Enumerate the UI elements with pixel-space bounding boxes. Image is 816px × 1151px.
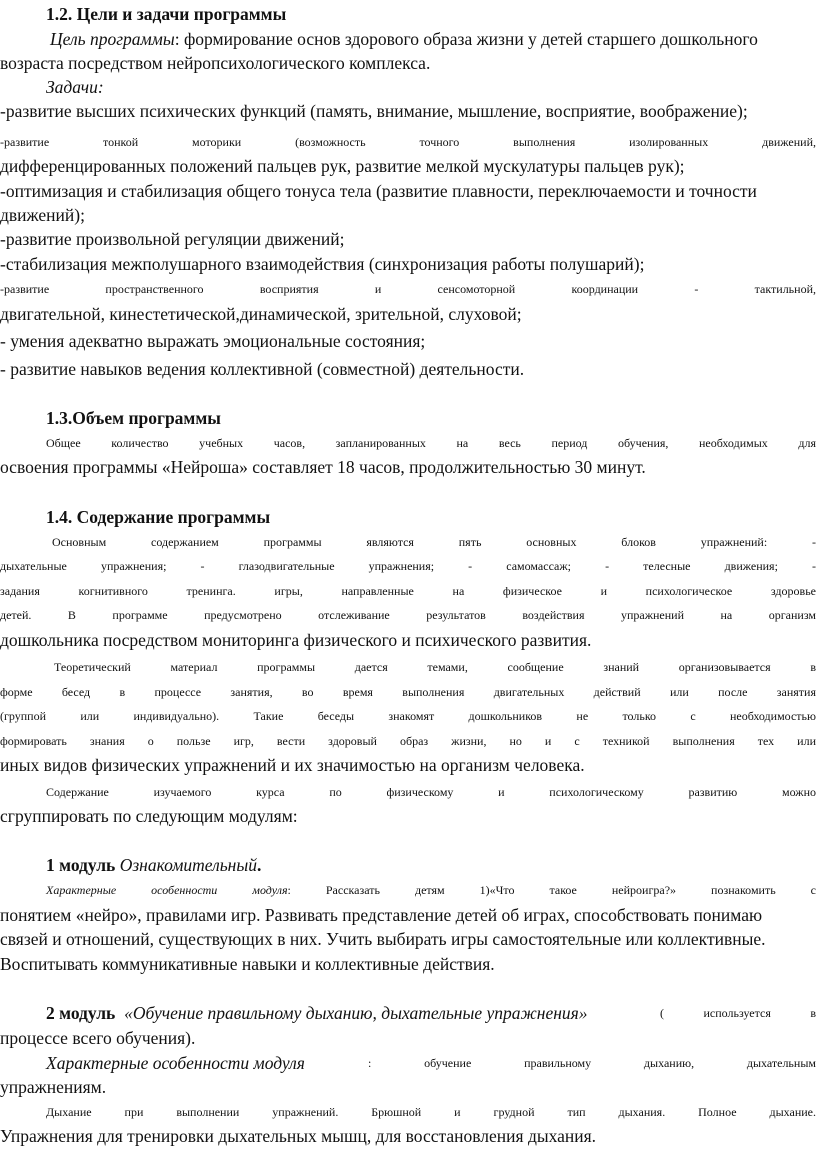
- content-p1-line-2: дыхательные упражнения; - глазодвигательные упражнения; - самомассаж; - телесные движения; -: [0, 559, 816, 573]
- module-2-heading: [46, 1001, 588, 1025]
- tasks-label: Задачи:: [46, 77, 104, 97]
- module-2-line-6: Упражнения для тренировки дыхательных мышц, для восстановления дыхания.: [0, 1126, 597, 1146]
- module-2-num: 2 модуль: [46, 1003, 116, 1023]
- task-2-line-2: дифференцированных положений пальцев рук, развитие мелкой мускулатуры пальцев рук);: [0, 156, 685, 176]
- task-8: - развитие навыков ведения коллективной (совместной) деятельности.: [0, 359, 525, 379]
- module-2-feat-text: : обучение правильному дыханию, дыхательным: [368, 1056, 816, 1070]
- module-1-line-3: связей и отношений, существующих в них. Учить выбирать игры самостоятельные или коллективные.: [0, 929, 766, 949]
- goal-line-1: [50, 27, 758, 51]
- module-1-num: 1 модуль: [46, 855, 116, 875]
- module-2-line-5: Дыхание при выполнении упражнений. Брюшной и грудной тип дыхания. Полное дыхание.: [46, 1105, 816, 1119]
- module-2-line-4: упражнениям.: [0, 1077, 107, 1097]
- module-1-dot: .: [256, 855, 262, 875]
- content-p2-line-3: (группой или индивидуально). Такие беседы знакомят дошкольников не только с необходимостью: [0, 709, 816, 723]
- content-p1-line-3: задания когнитивного тренинга. игры, направленные на физическое и психологическое здоровье: [0, 584, 816, 598]
- task-4: -развитие произвольной регуляции движений;: [0, 229, 345, 249]
- module-1-heading: [46, 853, 261, 877]
- section-1-2-title: 1.2. Цели и задачи программы: [46, 4, 287, 24]
- module-1-line-4: Воспитывать коммуникативные навыки и коллективные действия.: [0, 954, 495, 974]
- module-2-line-2: процессе всего обучения).: [0, 1028, 196, 1048]
- task-1: -развитие высших психических функций (память, внимание, мышление, восприятие, воображение);: [0, 101, 748, 121]
- content-p1-line-5: дошкольника посредством мониторинга физического и психического развития.: [0, 630, 592, 650]
- content-p2-line-4: формировать знания о пользе игр, вести здоровый образ жизни, но и с техникой выполнения тех или: [0, 734, 816, 748]
- content-p2-line-5: иных видов физических упражнений и их значимостью на организм человека.: [0, 755, 585, 775]
- module-2-name: «Обучение правильному дыханию, дыхательные упражнения»: [124, 1003, 588, 1023]
- section-1-4-title: 1.4. Содержание программы: [46, 507, 271, 527]
- module-1-name: Ознакомительный: [119, 855, 257, 875]
- module-1-line-2: понятием «нейро», правилами игр. Развивать представление детей об играх, способствовать понимаю: [0, 905, 763, 925]
- task-3-line-1: -оптимизация и стабилизация общего тонуса тела (развитие плавности, переключаемости и точности: [0, 181, 757, 201]
- content-p2-line-1: Теоретический материал программы дается темами, сообщение знаний организовывается в: [54, 660, 816, 674]
- module-1-line-1: [46, 878, 816, 902]
- module-1-feat-text: : Рассказать детям 1)«Что такое нейроигра?» познакомить с: [287, 883, 816, 897]
- task-5: -стабилизация межполушарного взаимодействия (синхронизация работы полушарий);: [0, 254, 645, 274]
- section-1-3-title: 1.3.Объем программы: [46, 408, 221, 428]
- goal-label: Цель программы: [50, 29, 175, 49]
- goal-line-2: возраста посредством нейропсихологического комплекса.: [0, 53, 431, 73]
- content-p2-line-2: форме бесед в процессе занятия, во время выполнения двигательных действий или после занятия: [0, 685, 816, 699]
- module-2-feat-label: Характерные особенности модуля: [46, 1053, 305, 1073]
- content-p3-line-1: Содержание изучаемого курса по физическому и психологическому развитию можно: [46, 785, 816, 799]
- task-3-line-2: движений);: [0, 205, 85, 225]
- task-7: - умения адекватно выражать эмоциональные состояния;: [0, 331, 426, 351]
- content-p1-line-4: детей. В программе предусмотрено отслеживание результатов воздействия упражнений на организм: [0, 608, 816, 622]
- volume-line-2: освоения программы «Нейроша» составляет 18 часов, продолжительностью 30 минут.: [0, 457, 646, 477]
- task-2-line-1: -развитие тонкой моторики (возможность точного выполнения изолированных движений,: [0, 135, 816, 149]
- content-p1-line-1: Основным содержанием программы являются пять основных блоков упражнений: -: [52, 535, 816, 549]
- content-p3-line-2: сгруппировать по следующим модулям:: [0, 806, 298, 826]
- task-6-line-1: -развитие пространственного восприятия и сенсомоторной координации - тактильной,: [0, 282, 816, 296]
- module-2-note: ( используется в: [660, 1006, 816, 1020]
- volume-line-1: Общее количество учебных часов, запланированных на весь период обучения, необходимых для: [46, 436, 816, 450]
- task-6-line-2: двигательной, кинестетической,динамической, зрительной, слуховой;: [0, 304, 522, 324]
- module-1-feat-label: Характерные особенности модуля: [46, 883, 288, 897]
- goal-text: : формирование основ здорового образа жизни у детей старшего дошкольного: [174, 29, 758, 49]
